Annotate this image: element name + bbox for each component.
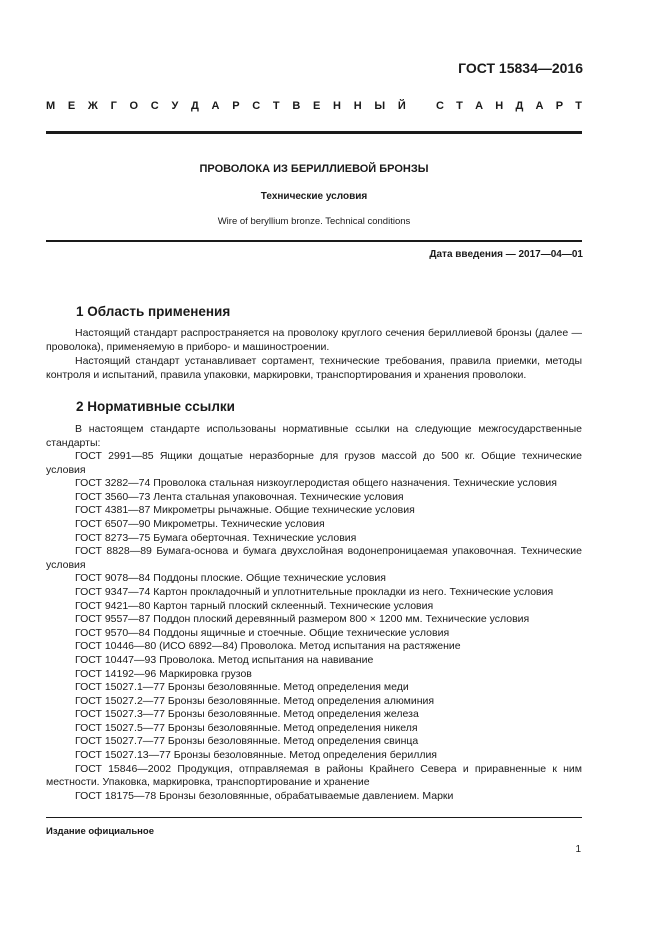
banner-letter: Е bbox=[313, 100, 321, 112]
document-title-english: Wire of beryllium bronze. Technical conditions bbox=[217, 216, 411, 227]
references-intro-text: В настоящем стандарте использованы нормативные ссылки на следующие межгосударственные стандарты: bbox=[46, 423, 582, 449]
reference-item: ГОСТ 8828—89 Бумага-основа и бумага двухслойная водонепроницаемая упаковочная. Технические условия bbox=[46, 545, 582, 571]
banner-letter: У bbox=[171, 100, 179, 112]
banner-letter: М bbox=[46, 100, 56, 112]
reference-item: ГОСТ 3282—74 Проволока стальная низкоуглеродистая общего назначения. Технические условия bbox=[75, 477, 557, 490]
document-subtitle: Технические условия bbox=[260, 191, 368, 202]
document-title: ПРОВОЛОКА ИЗ БЕРИЛЛИЕВОЙ БРОНЗЫ bbox=[199, 163, 429, 175]
reference-item: ГОСТ 15027.13—77 Бронзы безоловянные. Метод определения бериллия bbox=[75, 749, 437, 762]
document-code: ГОСТ 15834—2016 bbox=[458, 60, 583, 76]
banner-letter: Д bbox=[191, 100, 199, 112]
reference-item: ГОСТ 10446—80 (ИСО 6892—84) Проволока. Метод испытания на растяжение bbox=[75, 640, 461, 653]
references-list bbox=[46, 450, 582, 803]
reference-item: ГОСТ 15027.7—77 Бронзы безоловянные. Метод определения свинца bbox=[75, 735, 419, 748]
official-edition-label: Издание официальное bbox=[46, 826, 154, 837]
reference-item: ГОСТ 9421—80 Картон тарный плоский склеенный. Технические условия bbox=[75, 599, 434, 612]
scope-text-2: Настоящий стандарт устанавливает сортамент, технические требования, правила приемки, методы контроля и испытаний, правила упаковки, маркировки, транспортирования и хранения проволоки. bbox=[46, 355, 582, 381]
title-rule bbox=[46, 240, 582, 242]
reference-item: ГОСТ 15027.2—77 Бронзы безоловянные. Метод определения алюминия bbox=[75, 694, 435, 707]
reference-item: ГОСТ 14192—96 Маркировка грузов bbox=[75, 667, 252, 680]
page-number: 1 bbox=[575, 844, 581, 855]
reference-item: ГОСТ 9078—84 Поддоны плоские. Общие технические условия bbox=[75, 572, 386, 585]
banner-letter: Й bbox=[397, 100, 406, 112]
banner-letter: Т bbox=[575, 100, 582, 112]
reference-item: ГОСТ 4381—87 Микрометры рычажные. Общие технические условия bbox=[75, 504, 415, 517]
reference-item: ГОСТ 15027.1—77 Бронзы безоловянные. Метод определения меди bbox=[75, 681, 409, 694]
banner-letter: Т bbox=[456, 100, 463, 112]
scope-paragraph-1 bbox=[46, 327, 582, 354]
scope-paragraph-2 bbox=[46, 355, 582, 382]
banner-letter: Т bbox=[272, 100, 280, 112]
reference-item: ГОСТ 9347—74 Картон прокладочный и уплотнительные прокладки из него. Технические условия bbox=[75, 585, 554, 598]
banner-word-interstate bbox=[46, 100, 406, 112]
reference-item: ГОСТ 9557—87 Поддон плоский деревянный размером 800 × 1200 мм. Технические условия bbox=[75, 613, 530, 626]
banner-letter: Р bbox=[232, 100, 240, 112]
banner-letter: А bbox=[535, 100, 544, 112]
banner-letter: Г bbox=[110, 100, 117, 112]
reference-item: ГОСТ 9570—84 Поддоны ящичные и стоечные. Общие технические условия bbox=[75, 626, 450, 639]
banner-letter: Н bbox=[495, 100, 504, 112]
banner-letter: В bbox=[292, 100, 301, 112]
interstate-standard-banner bbox=[46, 100, 582, 112]
section-heading-references: 2 Нормативные ссылки bbox=[76, 399, 235, 414]
introduction-date: Дата введения — 2017—04—01 bbox=[429, 249, 583, 260]
banner-letter: С bbox=[436, 100, 444, 112]
banner-letter: Е bbox=[67, 100, 76, 112]
banner-letter: Д bbox=[515, 100, 524, 112]
reference-item: ГОСТ 15027.5—77 Бронзы безоловянные. Метод определения никеля bbox=[75, 721, 418, 734]
reference-item: ГОСТ 3560—73 Лента стальная упаковочная. Технические условия bbox=[75, 490, 404, 503]
section-heading-scope: 1 Область применения bbox=[76, 304, 231, 319]
banner-letter: А bbox=[211, 100, 220, 112]
reference-item: ГОСТ 6507—90 Микрометры. Технические условия bbox=[75, 517, 325, 530]
footer-rule bbox=[46, 817, 582, 818]
banner-letter: Н bbox=[353, 100, 362, 112]
reference-item: ГОСТ 18175—78 Бронзы безоловянные, обрабатываемые давлением. Марки bbox=[75, 789, 454, 802]
reference-item: ГОСТ 15027.3—77 Бронзы безоловянные. Метод определения железа bbox=[75, 708, 419, 721]
banner-letter: С bbox=[252, 100, 261, 112]
references-intro bbox=[46, 423, 582, 450]
banner-letter: Н bbox=[333, 100, 341, 112]
reference-item: ГОСТ 10447—93 Проволока. Метод испытания на навивание bbox=[75, 653, 374, 666]
banner-letter: Ы bbox=[374, 100, 386, 112]
banner-letter: О bbox=[129, 100, 139, 112]
reference-item: ГОСТ 2991—85 Ящики дощатые неразборные для грузов массой до 500 кг. Общие технические условия bbox=[46, 450, 582, 476]
banner-word-standard bbox=[436, 100, 582, 112]
banner-letter: Р bbox=[555, 100, 564, 112]
header-rule bbox=[46, 131, 582, 134]
scope-text-1: Настоящий стандарт распространяется на проволоку круглого сечения бериллиевой бронзы (далее — проволока), применяемую в приборо- и машиностроении. bbox=[46, 327, 582, 353]
reference-item: ГОСТ 8273—75 Бумага оберточная. Технические условия bbox=[75, 531, 357, 544]
reference-item: ГОСТ 15846—2002 Продукция, отправляемая в районы Крайнего Севера и приравненные к ним местности. Упаковка, маркировка, транспортирование и хранение bbox=[46, 762, 582, 789]
banner-letter: А bbox=[475, 100, 484, 112]
banner-letter: Ж bbox=[87, 100, 98, 112]
banner-letter: С bbox=[150, 100, 159, 112]
